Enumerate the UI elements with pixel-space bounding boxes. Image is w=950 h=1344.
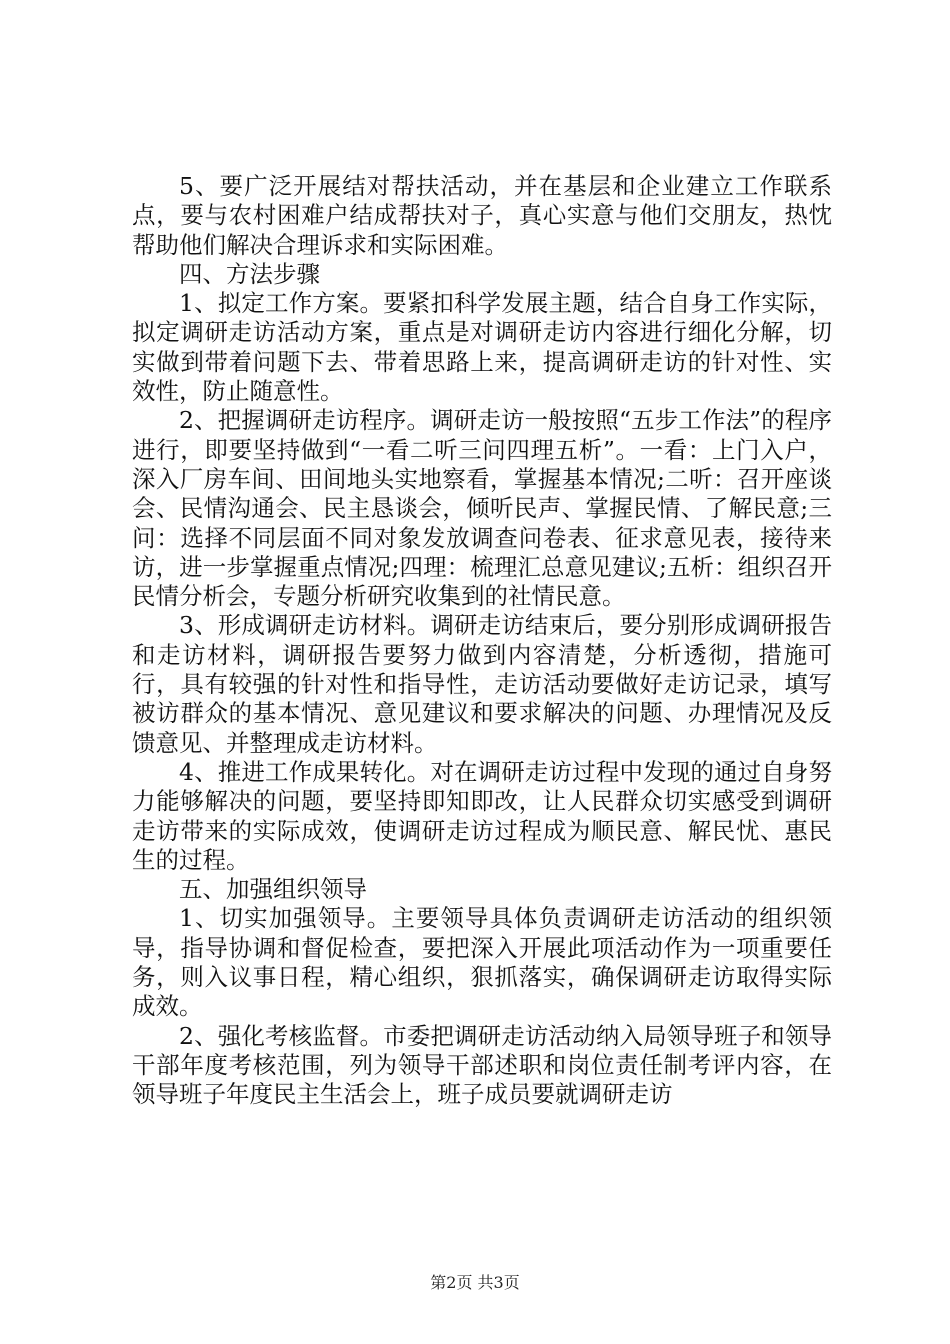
paragraph-work-plan: 1、拟定工作方案。要紧扣科学发展主题，结合自身工作实际，拟定调研走访活动方案，重点是对调研走访内容进行细化分解，切实做到带着问题下去、带着思路上来，提高调研走访的针对性、实效性，防止随意性。 — [132, 289, 832, 406]
document-body — [132, 172, 832, 1110]
paragraph-results-transformation: 4、推进工作成果转化。对在调研走访过程中发现的通过自身努力能够解决的问题，要坚持即知即改，让人民群众切实感受到调研走访带来的实际成效，使调研走访过程成为顺民意、解民忧、惠民生的过程。 — [132, 757, 832, 874]
paragraph-pairing-assistance: 5、要广泛开展结对帮扶活动，并在基层和企业建立工作联系点，要与农村困难户结成帮扶对子，真心实意与他们交朋友，热忱帮助他们解决合理诉求和实际困难。 — [132, 172, 832, 259]
paragraph-research-procedure: 2、把握调研走访程序。调研走访一般按照“五步工作法”的程序进行，即要坚持做到“一看二听三问四理五析”。一看：上门入户，深入厂房车间、田间地头实地察看，掌握基本情况;二听：召开座谈会、民情沟通会、民主恳谈会，倾听民声、掌握民情、了解民意;三问：选择不同层面不同对象发放调查问卷表、征求意见表，接待来访，进一步掌握重点情况;四理：梳理汇总意见建议;五析：组织召开民情分析会，专题分析研究收集到的社情民意。 — [132, 406, 832, 611]
page-footer: 第2页 共3页 — [430, 1273, 520, 1292]
section-heading-methods: 四、方法步骤 — [179, 259, 320, 288]
paragraph-strengthen-leadership: 1、切实加强领导。主要领导具体负责调研走访活动的组织领导，指导协调和督促检查，要把深入开展此项活动作为一项重要任务，则入议事日程，精心组织，狠抓落实，确保调研走访取得实际成效。 — [132, 904, 832, 1021]
paragraph-assessment-supervision: 2、强化考核监督。市委把调研走访活动纳入局领导班子和领导干部年度考核范围，列为领导干部述职和岗位责任制考评内容，在领导班子年度民主生活会上，班子成员要就调研走访 — [132, 1021, 832, 1109]
paragraph-research-materials: 3、形成调研走访材料。调研走访结束后，要分别形成调研报告和走访材料，调研报告要努力做到内容清楚，分析透彻，措施可行，具有较强的针对性和指导性，走访活动要做好走访记录，填写被访群众的基本情况、意见建议和要求解决的问题、办理情况及反馈意见、并整理成走访材料。 — [132, 611, 832, 757]
section-heading-organization: 五、加强组织领导 — [179, 875, 367, 904]
